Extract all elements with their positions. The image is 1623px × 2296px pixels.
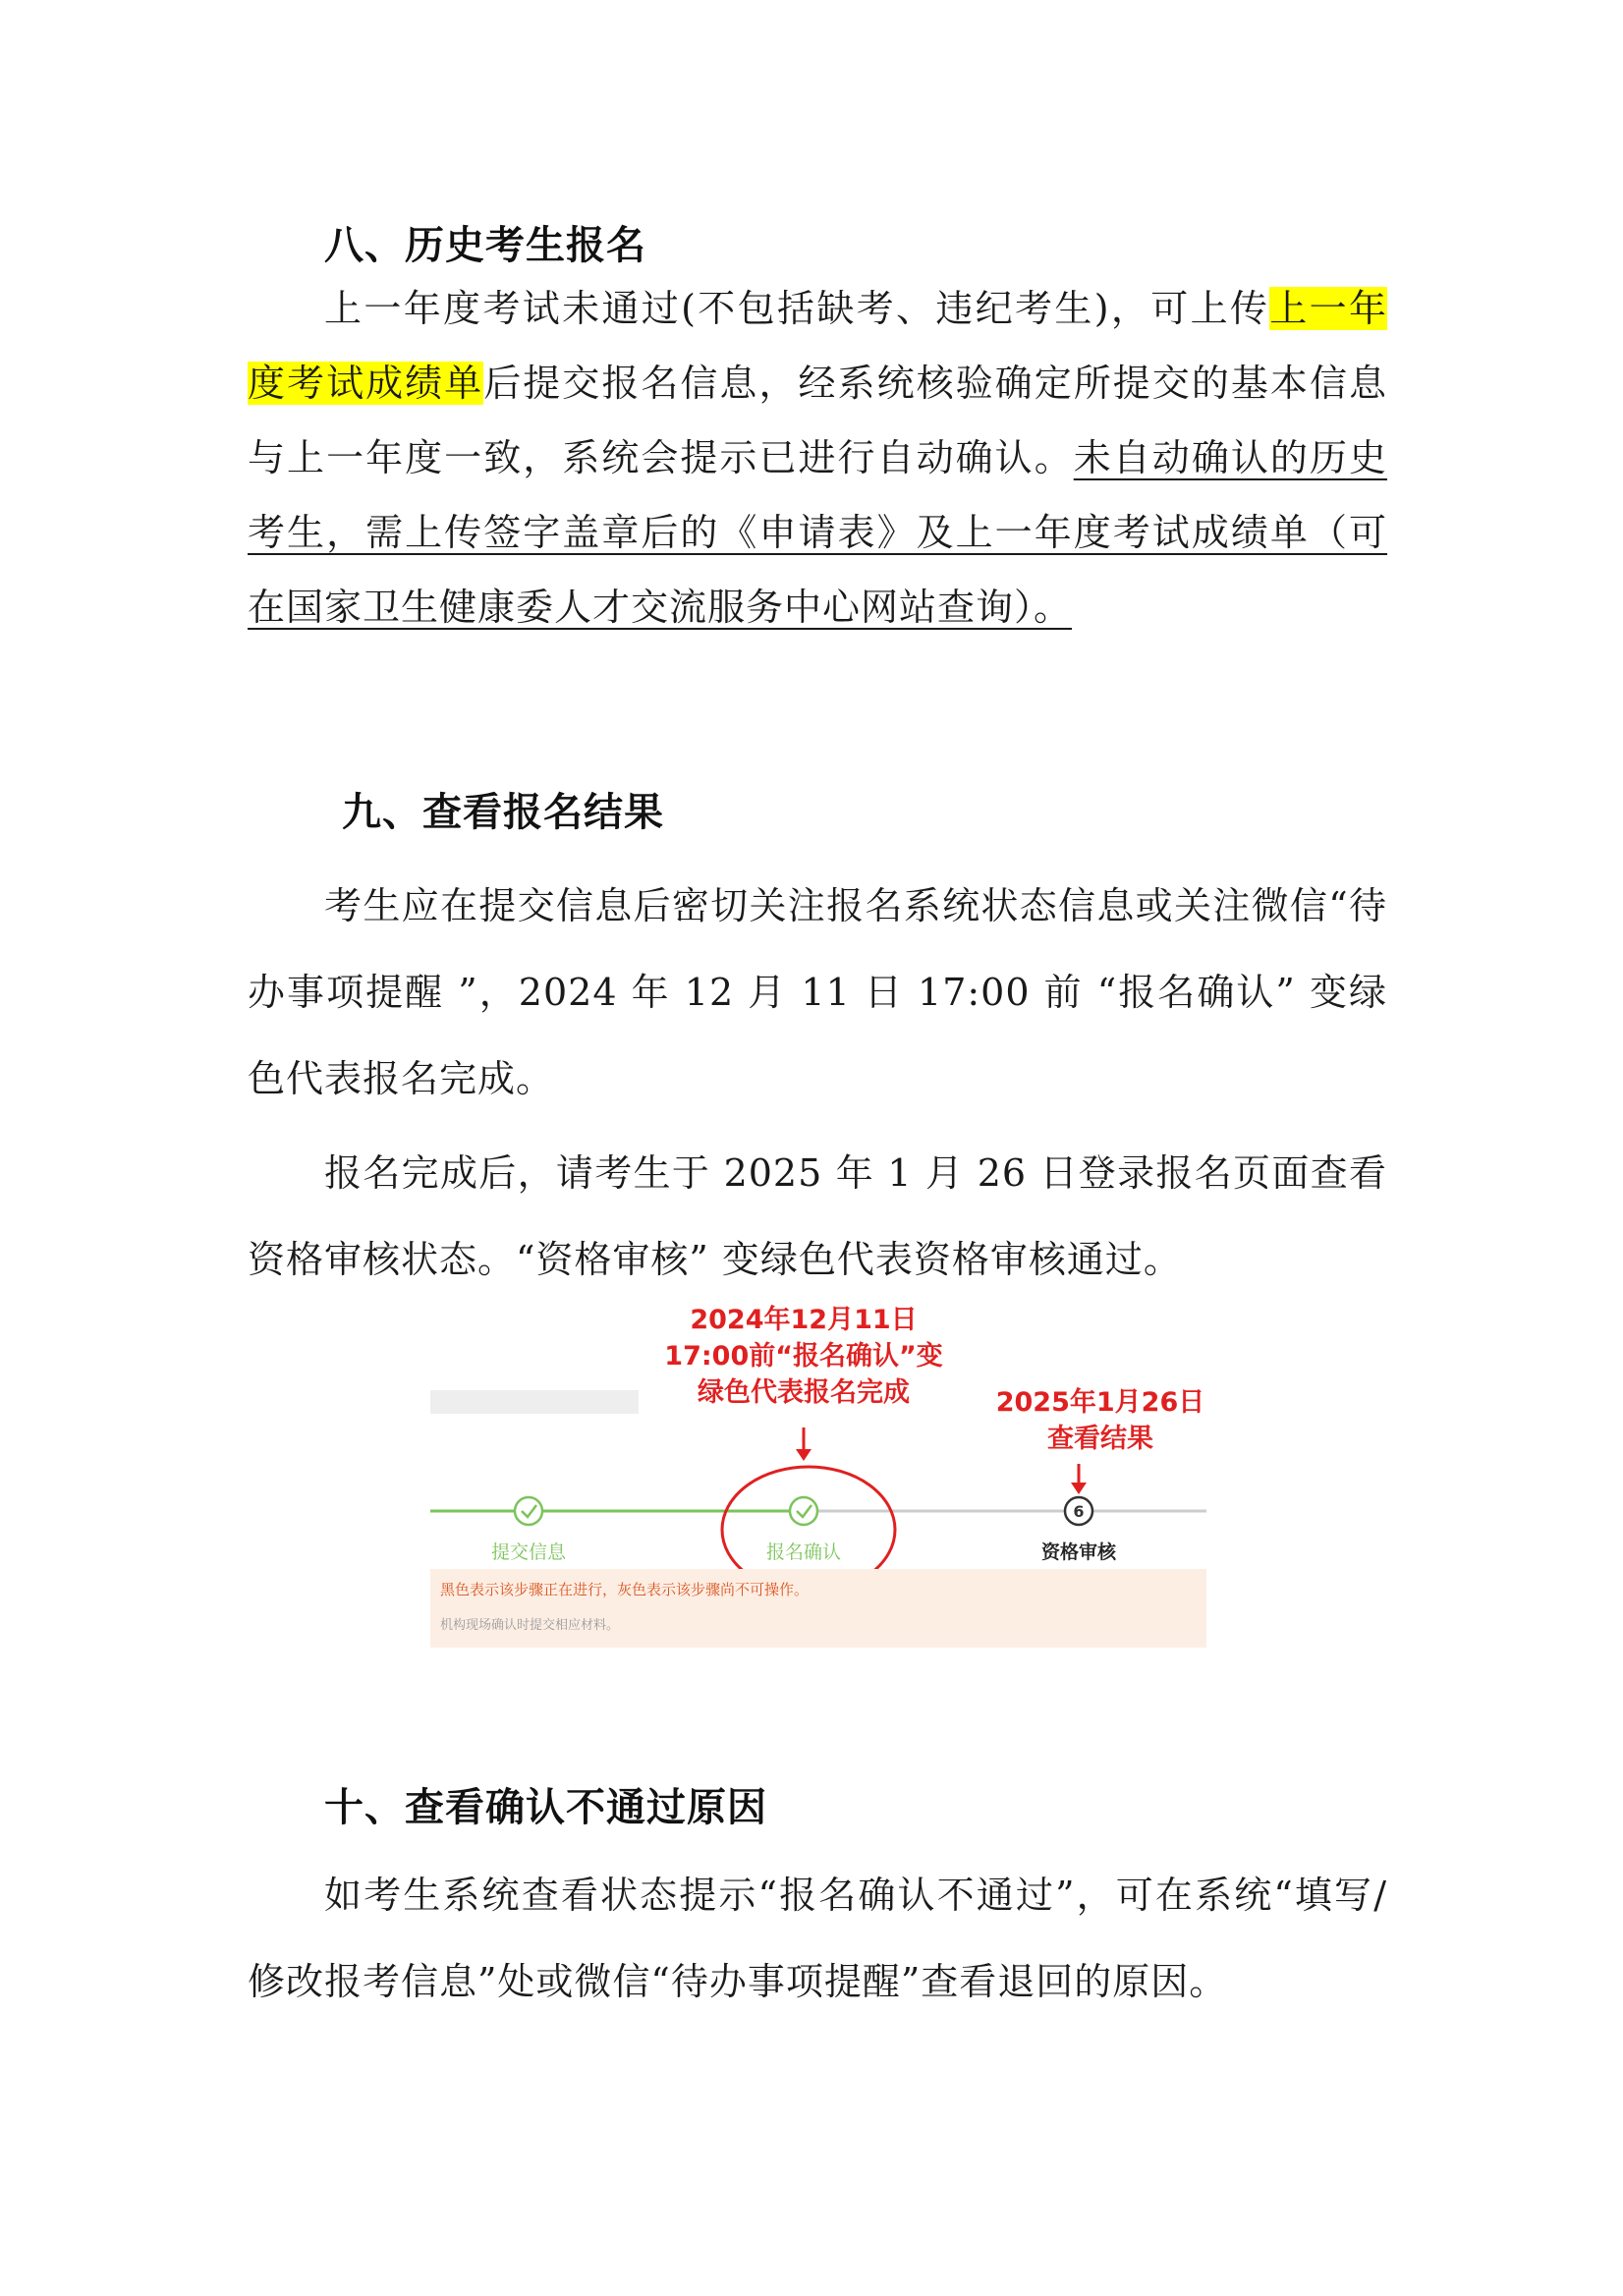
section-9-paragraph-1: 考生应在提交信息后密切关注报名系统状态信息或关注微信“待办事项提醒 ”，2024 年 12 月 11 日 17:00 前 “报名确认” 变绿色代表报名完成。 xyxy=(248,884,1387,1100)
arrow-down-icon xyxy=(796,1428,812,1461)
step-label-submit: 提交信息 xyxy=(490,1541,566,1563)
notice-line-1: 黑色表示该步骤正在进行，灰色表示该步骤尚不可操作。 xyxy=(440,1581,810,1598)
notice-box xyxy=(430,1569,1206,1648)
step-check-icon xyxy=(515,1497,542,1525)
progress-steps-graphic xyxy=(430,1302,1206,1569)
section-heading-9: 九、查看报名结果 xyxy=(342,789,664,835)
section-8-text-b: 后提交报名信息，经系统核验确定所提交的基本信息与上一年度一致，系统会提示已进行自动确认。 xyxy=(248,362,1387,479)
section-8-text-a: 上一年度考试未通过(不包括缺考、违纪考生)，可上传 xyxy=(324,287,1270,330)
section-8-paragraph xyxy=(248,271,1387,644)
arrow-down-icon xyxy=(1071,1464,1087,1494)
progress-figure xyxy=(430,1302,1206,1651)
section-9-paragraph-2: 报名完成后，请考生于 2025 年 1 月 26 日登录报名页面查看资格审核状态。“资格审核” 变绿色代表资格审核通过。 xyxy=(248,1151,1387,1281)
notice-line-2: 机构现场确认时提交相应材料。 xyxy=(440,1618,620,1633)
step-label-confirm: 报名确认 xyxy=(765,1541,841,1563)
step-number-icon xyxy=(1065,1497,1092,1525)
section-heading-10: 十、查看确认不通过原因 xyxy=(324,1784,767,1830)
svg-text:6: 6 xyxy=(1073,1502,1085,1521)
section-10-paragraph: 如考生系统查看状态提示“报名确认不通过”，可在系统“填写/修改报考信息”处或微信“待办事项提醒”查看退回的原因。 xyxy=(248,1874,1387,2003)
annotation-registration-deadline: 2024年12月11日 17:00前“报名确认”变 绿色代表报名完成 xyxy=(664,1305,943,1408)
section-heading-8: 八、历史考生报名 xyxy=(324,222,646,268)
highlighted-text: 上一年度考试成绩单 xyxy=(248,287,1387,405)
annotation-result-date: 2025年1月26日 查看结果 xyxy=(995,1387,1205,1454)
step-check-icon xyxy=(790,1497,817,1525)
underlined-text: 未自动确认的历史考生，需上传签字盖章后的《申请表》及上一年度考试成绩单（可在国家卫生健康委人才交流服务中心网站查询）。 xyxy=(248,436,1387,629)
step-label-review: 资格审核 xyxy=(1040,1541,1116,1563)
